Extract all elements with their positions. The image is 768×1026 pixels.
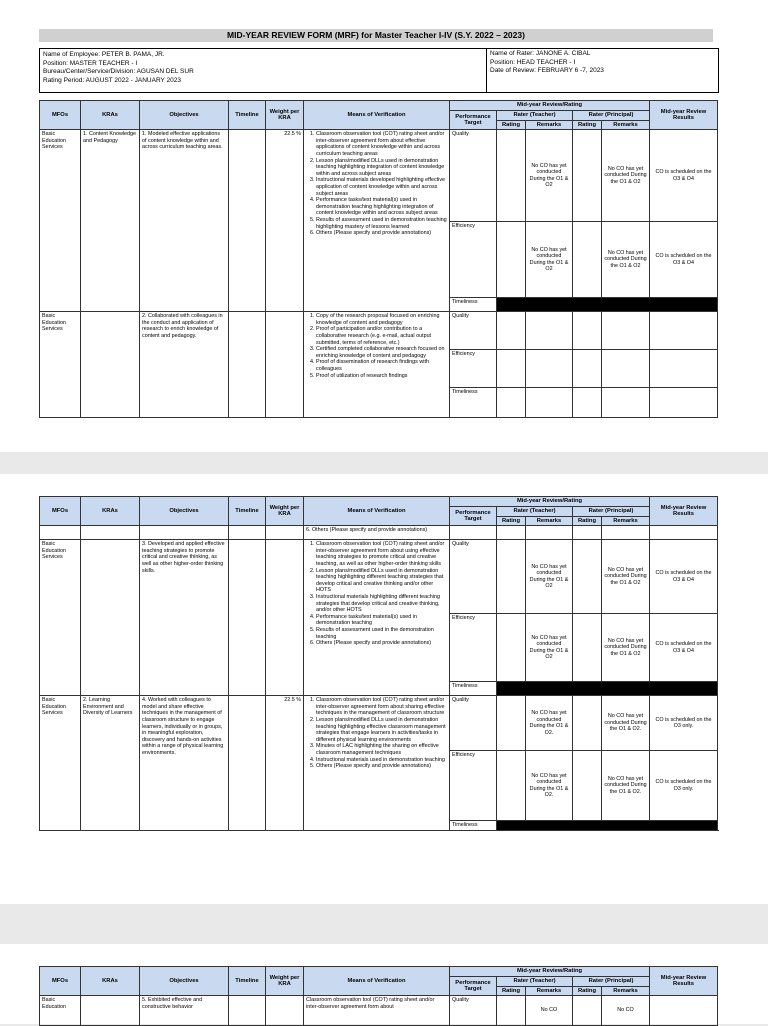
blacked-out-cell bbox=[497, 298, 718, 312]
header-mov: Means of Verification bbox=[304, 101, 450, 130]
mov-item: 3. Instructional materials highlighting different teaching strategies that develop critical and creative thinking, and/or other HOTS bbox=[316, 594, 447, 614]
header-timeline: Timeline bbox=[229, 497, 266, 526]
result-cell bbox=[650, 350, 718, 388]
rating-cell bbox=[573, 312, 602, 350]
result-cell: CO is scheduled on the O3 & O4 bbox=[650, 540, 718, 614]
header-midyear: Mid-year Review/Rating bbox=[450, 497, 650, 507]
remark-cell bbox=[602, 388, 650, 418]
mfo-cell: Basic Education Services bbox=[40, 696, 81, 831]
header-weight: Weight per KRA bbox=[266, 497, 304, 526]
objective-cell: 4. Worked with colleagues to model and share effective techniques in the management of classroom structure to engage learners, individually or in groups, in meaningful exploration, discovery and hands-on activities within a range of physical learning environments. bbox=[140, 696, 229, 831]
mrf-table-page-1 bbox=[39, 100, 718, 418]
mov-cell: Classroom observation tool (COT) rating sheet and/or inter-observer agreement form about bbox=[304, 996, 450, 1026]
kra-cell bbox=[81, 526, 140, 540]
result-cell bbox=[650, 996, 718, 1026]
mov-item: 5. Results of assessment used in demonstration teaching highlighting mastery of lessons learned bbox=[316, 217, 447, 230]
header-rater-principal: Rater (Principal) bbox=[573, 977, 650, 987]
rating-cell bbox=[497, 388, 526, 418]
quality-label: Quality bbox=[450, 540, 497, 614]
weight-cell bbox=[266, 540, 304, 696]
rater-info bbox=[490, 50, 604, 76]
remark-cell bbox=[526, 388, 573, 418]
result-cell: CO is scheduled on the O3 only. bbox=[650, 751, 718, 821]
header-rating: Rating bbox=[497, 120, 526, 130]
principal-remark: No CO bbox=[602, 996, 650, 1026]
mov-list bbox=[306, 541, 447, 647]
mfo-cell: Basic Education Services bbox=[40, 312, 81, 418]
header-timeline: Timeline bbox=[229, 101, 266, 130]
header-rating: Rating bbox=[573, 516, 602, 526]
timeline-cell bbox=[229, 540, 266, 696]
header-mov: Means of Verification bbox=[304, 497, 450, 526]
header-remarks: Remarks bbox=[602, 120, 650, 130]
mov-item: 4. Proof of dissemination of research findings with colleagues bbox=[316, 359, 447, 372]
principal-remark: No CO has yet conducted During the O1 & O2 bbox=[602, 130, 650, 222]
document-page-3 bbox=[0, 944, 768, 1024]
header-kras: KRAs bbox=[81, 101, 140, 130]
efficiency-label: Efficiency bbox=[450, 222, 497, 298]
header-midyear: Mid-year Review/Rating bbox=[450, 101, 650, 111]
mov-item: 5. Others (Please specify and provide annotations) bbox=[316, 763, 447, 770]
mrf-table-page-2 bbox=[39, 496, 718, 831]
remark-cell bbox=[602, 350, 650, 388]
header-rating: Rating bbox=[497, 986, 526, 996]
mov-list bbox=[306, 313, 447, 379]
document-page-1 bbox=[0, 0, 768, 452]
header-performance-target: Performance Target bbox=[450, 507, 497, 526]
remark-cell bbox=[526, 350, 573, 388]
result-cell: CO is scheduled on the O3 & O4 bbox=[650, 222, 718, 298]
rating-cell bbox=[497, 696, 526, 751]
rating-cell bbox=[497, 751, 526, 821]
rating-cell bbox=[573, 614, 602, 682]
timeliness-label: Timeliness bbox=[450, 682, 497, 696]
teacher-remark: No CO has yet conducted During the O1 & O2 bbox=[526, 614, 573, 682]
mrf-table-page-3 bbox=[39, 966, 718, 1026]
header-mfos: MFOs bbox=[40, 497, 81, 526]
principal-remark: No CO has yet conducted During the O1 & O2 bbox=[602, 222, 650, 298]
mov-item: 4. Performance tasks/test material(s) used in demonstration teaching highlighting integration of content knowledge within and across subject areas bbox=[316, 197, 447, 217]
rating-cell bbox=[573, 540, 602, 614]
principal-remark: No CO has yet conducted During the O1 & O2 bbox=[602, 540, 650, 614]
rater-position: Position: HEAD TEACHER - I bbox=[490, 58, 576, 66]
header-remarks: Remarks bbox=[526, 986, 573, 996]
mfo-cell bbox=[40, 526, 81, 540]
remark-cell bbox=[526, 526, 573, 540]
mov-item: 4. Performance tasks/test material(s) used in demonstration teaching bbox=[316, 614, 447, 627]
teacher-remark: No CO has yet conducted During the O1 & O2 bbox=[526, 130, 573, 222]
mov-cell bbox=[304, 540, 450, 696]
header-timeline: Timeline bbox=[229, 967, 266, 996]
objective-cell: 1. Modeled effective applications of content knowledge within and across curriculum teaching areas. bbox=[140, 130, 229, 312]
rating-cell bbox=[497, 130, 526, 222]
review-date: Date of Review: FEBRUARY 6 -7, 2023 bbox=[490, 67, 604, 74]
mfo-cell: Basic Education Services bbox=[40, 130, 81, 312]
mov-item: 2. Lesson plans/modified DLLs used in demonstration teaching highlighting different teaching strategies that develop critical and creative thinking and/or other HOTS bbox=[316, 568, 447, 594]
rating-cell bbox=[497, 614, 526, 682]
quality-label: Quality bbox=[450, 996, 497, 1026]
rating-cell bbox=[497, 540, 526, 614]
efficiency-label: Efficiency bbox=[450, 751, 497, 821]
header-rater-teacher: Rater (Teacher) bbox=[497, 507, 573, 517]
mov-item: 5. Results of assessment used in the demonstration teaching bbox=[316, 627, 447, 640]
header-results: Mid-year Review Results bbox=[650, 101, 718, 130]
header-mfos: MFOs bbox=[40, 967, 81, 996]
mov-list bbox=[306, 131, 447, 237]
header-remarks: Remarks bbox=[602, 986, 650, 996]
header-rater-principal: Rater (Principal) bbox=[573, 111, 650, 121]
mov-item: 6. Others (Please specify and provide annotations) bbox=[316, 640, 447, 647]
weight-cell: 22.5 % bbox=[266, 130, 304, 312]
mov-item: 1. Copy of the research proposal focused on enriching knowledge of content and pedagogy bbox=[316, 313, 447, 326]
quality-label: Quality bbox=[450, 130, 497, 222]
kra-cell bbox=[81, 312, 140, 418]
kra-cell: 1. Content Knowledge and Pedagogy bbox=[81, 130, 140, 312]
document-page-2 bbox=[0, 474, 768, 904]
mov-item: 2. Lesson plans/modified DLLs used in demonstration teaching highlighting integration of content knowledge within and across subject areas bbox=[316, 158, 447, 178]
timeline-cell bbox=[229, 312, 266, 418]
mov-item: 4. Instructional materials used in demonstration teaching bbox=[316, 757, 447, 764]
rating-cell bbox=[497, 350, 526, 388]
blacked-out-cell bbox=[497, 682, 718, 696]
result-cell bbox=[650, 388, 718, 418]
mov-cell bbox=[304, 130, 450, 312]
mov-item: 5. Proof of utilization of research findings bbox=[316, 373, 447, 380]
form-title: MID-YEAR REVIEW FORM (MRF) for Master Teacher I-IV (S.Y. 2022 – 2023) bbox=[39, 29, 713, 42]
quality-label: Quality bbox=[450, 696, 497, 751]
principal-remark: No CO has yet conducted During the O1 & O2. bbox=[602, 751, 650, 821]
teacher-remark: No CO has yet conducted During the O1 & O2. bbox=[526, 751, 573, 821]
weight-cell: 22.5 % bbox=[266, 696, 304, 831]
objective-cell bbox=[140, 526, 229, 540]
teacher-remark: No CO bbox=[526, 996, 573, 1026]
efficiency-label: Efficiency bbox=[450, 614, 497, 682]
result-cell: CO is scheduled on the O3 & O4 bbox=[650, 614, 718, 682]
employee-info-box bbox=[39, 48, 719, 93]
rating-cell bbox=[573, 130, 602, 222]
rating-cell bbox=[573, 696, 602, 751]
header-rater-principal: Rater (Principal) bbox=[573, 507, 650, 517]
result-cell: CO is scheduled on the O3 only. bbox=[650, 696, 718, 751]
remark-cell bbox=[526, 312, 573, 350]
objective-cell: 2. Collaborated with colleagues in the conduct and application of research to enrich knowledge of content and pedagogy. bbox=[140, 312, 229, 418]
mov-cell bbox=[304, 312, 450, 418]
timeliness-label: Timeliness bbox=[450, 298, 497, 312]
rating-period: Rating Period: AUGUST 2022 - JANUARY 2023 bbox=[43, 76, 182, 84]
kra-cell: 2. Learning Environment and Diversity of Learners bbox=[81, 696, 140, 831]
mov-item: 2. Lesson plans/modified DLLs used in demonstration teaching highlighting effective classroom management strategies that engage learners in activities/tasks in different physical learning environments bbox=[316, 717, 447, 743]
weight-cell bbox=[266, 526, 304, 540]
weight-cell bbox=[266, 996, 304, 1026]
info-divider bbox=[486, 49, 487, 92]
remark-cell bbox=[602, 526, 650, 540]
header-kras: KRAs bbox=[81, 967, 140, 996]
mov-item: 3. Instructional materials developed highlighting effective application of content knowledge within and across subject areas bbox=[316, 177, 447, 197]
remark-cell bbox=[602, 312, 650, 350]
mfo-cell: Basic Education Services bbox=[40, 540, 81, 696]
employee-info bbox=[43, 51, 194, 85]
rating-cell bbox=[573, 222, 602, 298]
timeline-cell bbox=[229, 130, 266, 312]
rating-cell bbox=[497, 222, 526, 298]
header-remarks: Remarks bbox=[602, 516, 650, 526]
header-results: Mid-year Review Results bbox=[650, 967, 718, 996]
mov-item: 3. Certified completed collaborative research focused on enriching knowledge of content and pedagogy bbox=[316, 346, 447, 359]
mov-list bbox=[306, 697, 447, 770]
quality-label: Quality bbox=[450, 312, 497, 350]
rater-name: Name of Rater: JANONE A. CIBAL bbox=[490, 50, 591, 57]
kra-cell bbox=[81, 996, 140, 1026]
blacked-out-cell bbox=[497, 821, 718, 831]
rating-cell bbox=[573, 751, 602, 821]
timeliness-label: Timeliness bbox=[450, 821, 497, 831]
mov-item: 6. Others (Please specify and provide annotations) bbox=[316, 230, 447, 237]
principal-remark: No CO has yet conducted During the O1 & O2 bbox=[602, 614, 650, 682]
rating-cell bbox=[573, 388, 602, 418]
header-weight: Weight per KRA bbox=[266, 967, 304, 996]
mov-item: 2. Proof of participation and/or contribution to a collaborative research (e.g. e-mail, actual output submitted, terms of reference, etc.) bbox=[316, 326, 447, 346]
timeline-cell bbox=[229, 696, 266, 831]
header-performance-target: Performance Target bbox=[450, 977, 497, 996]
employee-name: Name of Employee: PETER B. PAMA, JR. bbox=[43, 51, 165, 58]
mov-cell bbox=[304, 696, 450, 831]
rating-cell bbox=[573, 996, 602, 1026]
kra-cell bbox=[81, 540, 140, 696]
rating-cell bbox=[573, 350, 602, 388]
employee-bureau: Bureau/Center/Service/Division: AGUSAN DEL SUR bbox=[43, 68, 194, 75]
result-cell bbox=[650, 526, 718, 540]
rating-cell bbox=[497, 312, 526, 350]
header-remarks: Remarks bbox=[526, 120, 573, 130]
mov-item: 3. Minutes of LAC highlighting the sharing on effective classroom management techniques bbox=[316, 743, 447, 756]
timeliness-label: Timeliness bbox=[450, 388, 497, 418]
mov-item: 1. Classroom observation tool (COT) rating sheet and/or inter-observer agreement form about using effective teaching strategies to promote critical and creative teaching, as well as other higher-order thinking skills bbox=[316, 541, 447, 567]
objective-cell: 5. Exhibited effective and constructive behavior bbox=[140, 996, 229, 1026]
header-weight: Weight per KRA bbox=[266, 101, 304, 130]
header-rater-teacher: Rater (Teacher) bbox=[497, 977, 573, 987]
header-kras: KRAs bbox=[81, 497, 140, 526]
header-objectives: Objectives bbox=[140, 101, 229, 130]
rating-cell bbox=[497, 526, 526, 540]
timeline-cell bbox=[229, 996, 266, 1026]
result-cell bbox=[650, 312, 718, 350]
header-rating: Rating bbox=[497, 516, 526, 526]
result-cell: CO is scheduled on the O3 & O4 bbox=[650, 130, 718, 222]
timeline-cell bbox=[229, 526, 266, 540]
header-results: Mid-year Review Results bbox=[650, 497, 718, 526]
weight-cell bbox=[266, 312, 304, 418]
header-mfos: MFOs bbox=[40, 101, 81, 130]
teacher-remark: No CO has yet conducted During the O1 & O2 bbox=[526, 222, 573, 298]
header-rater-teacher: Rater (Teacher) bbox=[497, 111, 573, 121]
rating-cell bbox=[497, 996, 526, 1026]
target-cell bbox=[450, 526, 497, 540]
mfo-cell: Basic Education bbox=[40, 996, 81, 1026]
mov-cell: 6. Others (Please specify and provide annotations) bbox=[304, 526, 450, 540]
objective-cell: 3. Developed and applied effective teaching strategies to promote critical and creative thinking, as well as other higher-order thinking skills. bbox=[140, 540, 229, 696]
teacher-remark: No CO has yet conducted During the O1 & O2 bbox=[526, 540, 573, 614]
header-performance-target: Performance Target bbox=[450, 111, 497, 130]
header-objectives: Objectives bbox=[140, 967, 229, 996]
efficiency-label: Efficiency bbox=[450, 350, 497, 388]
teacher-remark: No CO has yet conducted During the O1 & O2. bbox=[526, 696, 573, 751]
header-mov: Means of Verification bbox=[304, 967, 450, 996]
header-rating: Rating bbox=[573, 120, 602, 130]
employee-position: Position: MASTER TEACHER - I bbox=[43, 59, 138, 67]
rating-cell bbox=[573, 526, 602, 540]
header-objectives: Objectives bbox=[140, 497, 229, 526]
mov-item: 1. Classroom observation tool (COT) rating sheet and/or inter-observer agreement form about effective applications of content knowledge within and across curriculum teaching areas bbox=[316, 131, 447, 157]
header-midyear: Mid-year Review/Rating bbox=[450, 967, 650, 977]
header-rating: Rating bbox=[573, 986, 602, 996]
header-remarks: Remarks bbox=[526, 516, 573, 526]
mov-item: 1. Classroom observation tool (COT) rating sheet and/or inter-observer agreement form about sharing effective techniques in the management of classroom structure bbox=[316, 697, 447, 717]
principal-remark: No CO has yet conducted During the O1 & O2. bbox=[602, 696, 650, 751]
